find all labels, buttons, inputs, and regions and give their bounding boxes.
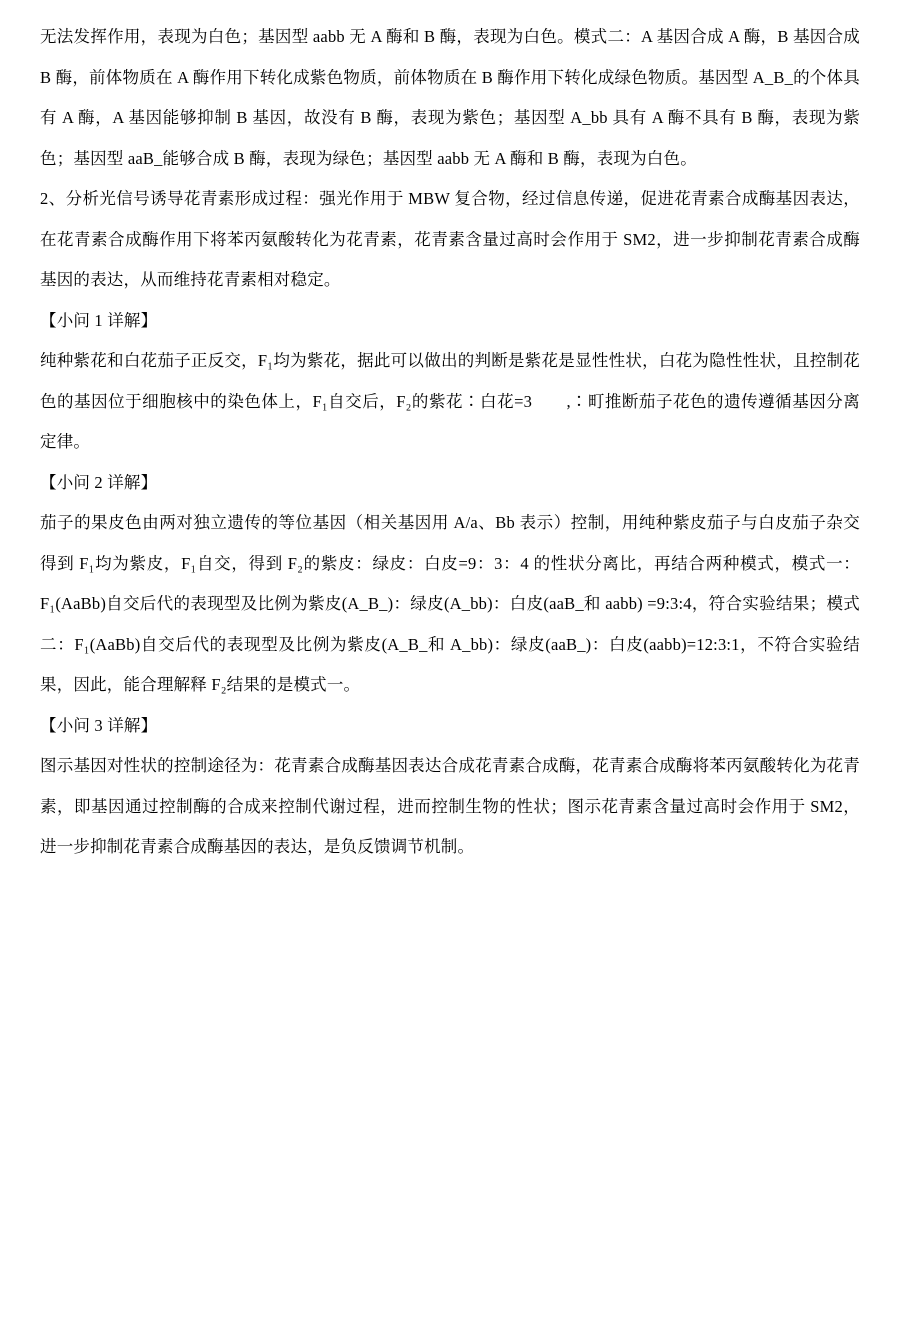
document-body xyxy=(40,17,860,868)
paragraph: 2、分析光信号诱导花青素形成过程：强光作用于 MBW 复合物，经过信息传递，促进花青素合成酶基因表达，在花青素合成酶作用下将苯丙氨酸转化为花青素，花青素含量过高时会作用于 SM2，进一步抑制花青素合成酶基因的表达，从而维持花青素相对稳定。 xyxy=(40,189,860,289)
paragraph: 茄子的果皮色由两对独立遗传的等位基因（相关基因用 A/a、Bb 表示）控制，用纯种紫皮茄子与白皮茄子杂交得到 F₁均为紫皮，F₁自交，得到 F₂的紫皮：绿皮：白皮=9：3：4 的性状分离比，再结合两种模式，模式一：F₁(AaBb)自交后代的表现型及比例为紫皮(A_B_)：绿皮(A_bb)：白皮(aaB_和 aabb) =9:3:4，符合实验结果；模式二：F₁(AaBb)自交后代的表现型及比例为紫皮(A_B_和 A_bb)：绿皮(aaB_)：白皮(aabb)=12:3:1，不符合实验结果，因此，能合理解释 F₂结果的是模式一。 xyxy=(40,513,860,694)
section-heading: 【小问 2 详解】 xyxy=(40,472,158,492)
paragraph: 纯种紫花和白花茄子正反交，F₁均为紫花，据此可以做出的判断是紫花是显性性状，白花为隐性性状，且控制花色的基因位于细胞核中的染色体上，F₁自交后，F₂的紫花∶白花=3 ,∶町推断茄子花色的遗传遵循基因分离定律。 xyxy=(40,351,860,451)
section-heading: 【小问 3 详解】 xyxy=(40,715,158,735)
paragraph: 无法发挥作用，表现为白色；基因型 aabb 无 A 酶和 B 酶，表现为白色。模式二：A 基因合成 A 酶，B 基因合成 B 酶，前体物质在 A 酶作用下转化成紫色物质，前体物质在 B 酶作用下转化成绿色物质。基因型 A_B_的个体具有 A 酶，A 基因能够抑制 B 基因，故没有 B 酶，表现为紫色；基因型 A_bb 具有 A 酶不具有 B 酶，表现为紫色；基因型 aaB_能够合成 B 酶，表现为绿色；基因型 aabb 无 A 酶和 B 酶，表现为白色。 xyxy=(40,27,860,168)
section-heading: 【小问 1 详解】 xyxy=(40,310,158,330)
paragraph: 图示基因对性状的控制途径为：花青素合成酶基因表达合成花青素合成酶，花青素合成酶将苯丙氨酸转化为花青素，即基因通过控制酶的合成来控制代谢过程，进而控制生物的性状；图示花青素含量过高时会作用于 SM2，进一步抑制花青素合成酶基因的表达，是负反馈调节机制。 xyxy=(40,756,860,856)
